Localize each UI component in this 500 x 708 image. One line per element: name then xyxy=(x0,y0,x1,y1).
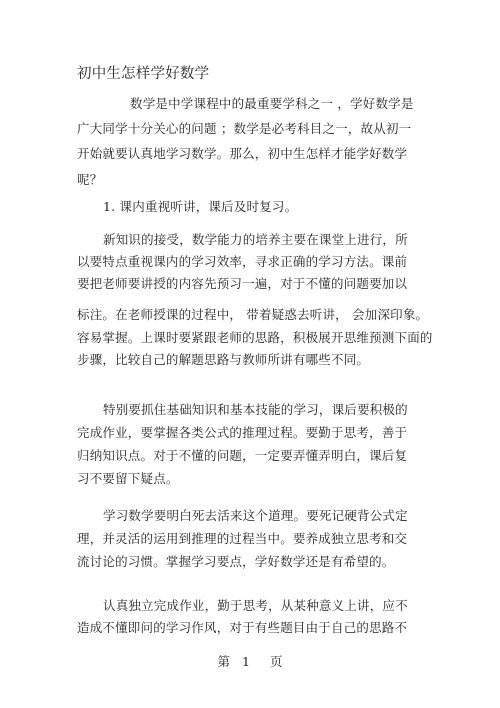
paragraph-line: 认真独立完成作业，勤于思考，从某种意义上讲，应不 xyxy=(103,598,408,613)
paragraph-line: 标注。在老师授课的过程中， 带着疑惑去听讲， 会加深印象。 xyxy=(77,307,429,322)
paragraph-line: 广大同学十分关心的问题 ；数学是必考科目之一，故从初一 xyxy=(77,121,412,136)
section-heading: 1. 课内重视听讲，课后及时复习。 xyxy=(103,199,298,214)
paragraph-line: 理，并灵活的运用到推理的过程当中。要养成独立思考和交 xyxy=(77,531,408,546)
paragraph-line: 要把老师要讲授的内容先预习一遍，对于不懂的问题要加以 xyxy=(77,276,408,291)
paragraph-line: 容易掌握。上课时要紧跟老师的思路，积极展开思维预测下面的 xyxy=(77,330,433,345)
paragraph-line: 学习数学要明白死去活来这个道理。要死记硬背公式定 xyxy=(103,508,408,523)
paragraph-line: 呢？ xyxy=(77,172,103,187)
paragraph-line: 归纳知识点。对于不懂的问题，一定要弄懂弄明白，课后复 xyxy=(77,448,408,463)
paragraph-line: 以要特点重视课内的学习效率，寻求正确的学习方法。课前 xyxy=(77,254,408,269)
paragraph-line: 特别要抓住基础知识和基本技能的学习，课后要积极的 xyxy=(103,402,408,417)
paragraph-line: 开始就要认真地学习数学。那么，初中生怎样才能学好数学 xyxy=(77,146,408,161)
page-footer xyxy=(0,652,500,670)
paragraph-line: 习不要留下疑点。 xyxy=(77,471,179,486)
paragraph-line: 步骤，比较自己的解题思路与教师所讲有哪些不同。 xyxy=(77,352,370,367)
paragraph-line: 新知识的接受，数学能力的培养主要在课堂上进行，所 xyxy=(103,232,408,247)
paragraph-line: 数学是中学课程中的最重要学科之一 ，学好数学是 xyxy=(130,96,414,111)
page-title: 初中生怎样学好数学 xyxy=(77,66,210,82)
paragraph-line: 流讨论的习惯。掌握学习要点，学好数学还是有希望的。 xyxy=(77,554,395,569)
page-label-suffix: 页 xyxy=(269,654,283,669)
page-label-prefix: 第 xyxy=(217,654,231,669)
paragraph-line: 造成不懂即问的学习作风，对于有些题目由于自己的思路不 xyxy=(77,620,408,635)
page-number: 1 xyxy=(242,654,250,669)
paragraph-line: 完成作业，要掌握各类公式的推理过程。要勤于思考，善于 xyxy=(77,425,408,440)
